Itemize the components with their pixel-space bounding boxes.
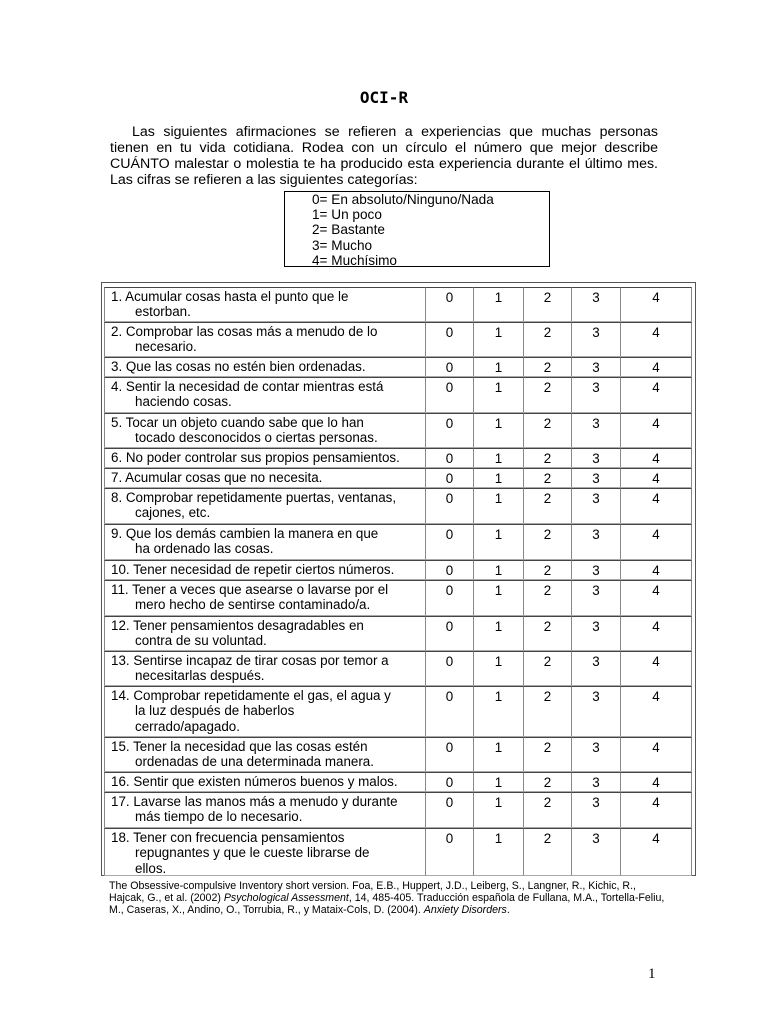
scale-option-1[interactable]: 1 (473, 580, 523, 616)
scale-option-0[interactable]: 0 (425, 377, 473, 413)
item-continuation-line: cerrado/apagado. (135, 718, 240, 734)
scale-option-4[interactable]: 4 (620, 524, 692, 560)
table-row (104, 413, 692, 448)
scale-option-2[interactable]: 2 (523, 377, 571, 413)
scale-option-3[interactable]: 3 (571, 772, 620, 792)
scale-option-0[interactable]: 0 (425, 448, 473, 468)
scale-option-0[interactable]: 0 (425, 772, 473, 792)
scale-option-0[interactable]: 0 (425, 651, 473, 686)
scale-option-2[interactable]: 2 (523, 413, 571, 448)
table-row (104, 772, 692, 792)
scale-option-0[interactable]: 0 (425, 413, 473, 448)
table-row (104, 287, 692, 322)
scale-option-3[interactable]: 3 (571, 322, 620, 357)
scale-option-1[interactable]: 1 (473, 792, 523, 828)
scale-option-1[interactable]: 1 (473, 524, 523, 560)
instructions-text: Las siguientes afirmaciones se refieren a experiencias que muchas personas tienen en tu vida cotidiana. Rodea con un círculo el número que mejor describe CUÁNTO malestar o molestia te ha producido esta experiencia durante el último mes. Las cifras se refieren a las siguientes categorías: (110, 124, 658, 188)
scale-option-2[interactable]: 2 (523, 357, 571, 377)
scale-option-4[interactable]: 4 (620, 792, 692, 828)
item-text (104, 322, 425, 357)
item-continuation-line: mero hecho de sentirse contaminado/a. (135, 597, 371, 613)
item-text (104, 580, 425, 616)
scale-option-0[interactable]: 0 (425, 580, 473, 616)
scale-option-4[interactable]: 4 (620, 357, 692, 377)
item-text (104, 488, 425, 524)
table-row (104, 828, 692, 876)
item-text (104, 686, 425, 737)
item-first-line: 5. Tocar un objeto cuando sabe que lo han (111, 415, 364, 430)
item-continuation-line: estorban. (135, 304, 191, 320)
item-continuation-line: cajones, etc. (135, 505, 211, 521)
scale-option-1[interactable]: 1 (473, 560, 523, 580)
scale-option-1[interactable]: 1 (473, 488, 523, 524)
scale-option-4[interactable]: 4 (620, 377, 692, 413)
item-first-line: 18. Tener con frecuencia pensamientos (111, 830, 345, 845)
scale-option-3[interactable]: 3 (571, 413, 620, 448)
item-continuation-line: repugnantes y que le cueste librarse de (135, 845, 370, 861)
category-1: 1= Un poco (312, 207, 382, 223)
scale-option-1[interactable]: 1 (473, 616, 523, 651)
table-row (104, 468, 692, 488)
scale-option-3[interactable]: 3 (571, 580, 620, 616)
scale-option-4[interactable]: 4 (620, 448, 692, 468)
scale-option-0[interactable]: 0 (425, 828, 473, 876)
scale-option-3[interactable]: 3 (571, 560, 620, 580)
scale-option-3[interactable]: 3 (571, 377, 620, 413)
category-4: 4= Muchísimo (312, 252, 397, 268)
item-continuation-line: ordenadas de una determinada manera. (135, 754, 374, 770)
scale-option-3[interactable]: 3 (571, 828, 620, 876)
item-text (104, 287, 425, 322)
item-first-line: 8. Comprobar repetidamente puertas, ventanas, (111, 490, 397, 505)
item-continuation-line: necesario. (135, 339, 197, 355)
item-text (104, 772, 425, 792)
scale-option-2[interactable]: 2 (523, 287, 571, 322)
scale-option-4[interactable]: 4 (620, 560, 692, 580)
scale-option-1[interactable]: 1 (473, 322, 523, 357)
category-2: 2= Bastante (312, 222, 385, 238)
scale-option-4[interactable]: 4 (620, 413, 692, 448)
item-text (104, 828, 425, 876)
table-row (104, 448, 692, 468)
scale-option-1[interactable]: 1 (473, 772, 523, 792)
scale-option-2[interactable]: 2 (523, 488, 571, 524)
scale-option-0[interactable]: 0 (425, 560, 473, 580)
item-continuation-line: tocado desconocidos o ciertas personas. (135, 430, 378, 446)
scale-option-4[interactable]: 4 (620, 322, 692, 357)
scale-option-0[interactable]: 0 (425, 524, 473, 560)
scale-option-0[interactable]: 0 (425, 737, 473, 772)
item-first-line: 17. Lavarse las manos más a menudo y durante (111, 794, 398, 809)
category-3: 3= Mucho (312, 237, 373, 253)
scale-option-0[interactable]: 0 (425, 322, 473, 357)
item-first-line: 3. Que las cosas no estén bien ordenadas. (111, 359, 366, 374)
scale-option-2[interactable]: 2 (523, 468, 571, 488)
scale-option-2[interactable]: 2 (523, 828, 571, 876)
scale-option-1[interactable]: 1 (473, 413, 523, 448)
item-text (104, 524, 425, 560)
scale-option-2[interactable]: 2 (523, 524, 571, 560)
table-row (104, 686, 692, 737)
scale-option-1[interactable]: 1 (473, 686, 523, 737)
scale-option-2[interactable]: 2 (523, 792, 571, 828)
scale-option-0[interactable]: 0 (425, 287, 473, 322)
item-continuation-line: contra de su voluntad. (135, 633, 267, 649)
item-first-line: 10. Tener necesidad de repetir ciertos números. (111, 562, 395, 577)
item-continuation-line: haciendo cosas. (135, 394, 232, 410)
scale-option-3[interactable]: 3 (571, 651, 620, 686)
item-text (104, 468, 425, 488)
table-row (104, 488, 692, 524)
scale-option-3[interactable]: 3 (571, 686, 620, 737)
scale-option-1[interactable]: 1 (473, 357, 523, 377)
scale-option-0[interactable]: 0 (425, 616, 473, 651)
scale-option-2[interactable]: 2 (523, 322, 571, 357)
scale-option-1[interactable]: 1 (473, 651, 523, 686)
scale-option-3[interactable]: 3 (571, 792, 620, 828)
scale-option-1[interactable]: 1 (473, 287, 523, 322)
scale-option-2[interactable]: 2 (523, 737, 571, 772)
scale-option-3[interactable]: 3 (571, 448, 620, 468)
citation-footnote: The Obsessive-compulsive Inventory short version. Foa, E.B., Huppert, J.D., Leiberg, S., Langner, R., Kichic, R., Hajcak, G., et al. (2002) Psychological Assessment, 14, 485-405. Traducción española de Fullana, M.A., Tortella-Feliu, M., Caseras, X., Andino, O., Torrubia, R., y Mataix-Cols, D. (2004). Anxiety Disorders. (109, 880, 665, 916)
scale-option-2[interactable]: 2 (523, 560, 571, 580)
scale-option-3[interactable]: 3 (571, 737, 620, 772)
scale-option-1[interactable]: 1 (473, 737, 523, 772)
item-continuation-line: más tiempo de lo necesario. (135, 809, 303, 825)
scale-option-4[interactable]: 4 (620, 616, 692, 651)
scale-option-2[interactable]: 2 (523, 580, 571, 616)
item-first-line: 13. Sentirse incapaz de tirar cosas por temor a (111, 653, 389, 668)
table-row (104, 580, 692, 616)
item-first-line: 11. Tener a veces que asearse o lavarse por el (111, 582, 389, 597)
item-text (104, 651, 425, 686)
item-first-line: 9. Que los demás cambien la manera en que (111, 526, 379, 541)
scale-option-2[interactable]: 2 (523, 616, 571, 651)
table-row (104, 322, 692, 357)
item-first-line: 7. Acumular cosas que no necesita. (111, 470, 323, 485)
scale-option-3[interactable]: 3 (571, 357, 620, 377)
scale-option-2[interactable]: 2 (523, 448, 571, 468)
scale-option-3[interactable]: 3 (571, 488, 620, 524)
scale-option-4[interactable]: 4 (620, 580, 692, 616)
scale-option-3[interactable]: 3 (571, 287, 620, 322)
instructions-paragraph (110, 124, 658, 188)
table-row (104, 792, 692, 828)
item-continuation-line: necesitarlas después. (135, 668, 265, 684)
table-row (104, 524, 692, 560)
page-number: 1 (648, 966, 656, 982)
categories-box (284, 191, 550, 267)
item-text (104, 616, 425, 651)
item-first-line: 15. Tener la necesidad que las cosas estén (111, 739, 368, 754)
item-first-line: 16. Sentir que existen números buenos y malos. (111, 774, 398, 789)
table-row (104, 651, 692, 686)
scale-option-3[interactable]: 3 (571, 468, 620, 488)
scale-option-3[interactable]: 3 (571, 616, 620, 651)
item-continuation-line: ellos. (135, 860, 167, 876)
item-first-line: 1. Acumular cosas hasta el punto que le (111, 289, 349, 304)
scale-option-4[interactable]: 4 (620, 737, 692, 772)
item-text (104, 560, 425, 580)
scale-option-0[interactable]: 0 (425, 686, 473, 737)
item-first-line: 14. Comprobar repetidamente el gas, el agua y (111, 688, 391, 703)
scale-option-1[interactable]: 1 (473, 828, 523, 876)
scale-option-4[interactable]: 4 (620, 488, 692, 524)
table-row (104, 560, 692, 580)
scale-option-3[interactable]: 3 (571, 524, 620, 560)
scale-option-4[interactable]: 4 (620, 468, 692, 488)
scale-option-1[interactable]: 1 (473, 448, 523, 468)
item-text (104, 737, 425, 772)
scale-option-2[interactable]: 2 (523, 686, 571, 737)
scale-option-0[interactable]: 0 (425, 792, 473, 828)
item-first-line: 4. Sentir la necesidad de contar mientras está (111, 379, 384, 394)
scale-option-0[interactable]: 0 (425, 488, 473, 524)
item-first-line: 6. No poder controlar sus propios pensamientos. (111, 450, 400, 465)
scale-option-1[interactable]: 1 (473, 468, 523, 488)
item-first-line: 12. Tener pensamientos desagradables en (111, 618, 364, 633)
table-row (104, 737, 692, 772)
item-text (104, 377, 425, 413)
scale-option-4[interactable]: 4 (620, 828, 692, 876)
table-row (104, 616, 692, 651)
item-text (104, 792, 425, 828)
page-title: OCI-R (359, 88, 409, 107)
table-row (104, 377, 692, 413)
scale-option-1[interactable]: 1 (473, 377, 523, 413)
category-0: 0= En absoluto/Ninguno/Nada (312, 192, 494, 207)
scale-option-4[interactable]: 4 (620, 686, 692, 737)
scale-option-0[interactable]: 0 (425, 357, 473, 377)
item-text (104, 357, 425, 377)
scale-option-0[interactable]: 0 (425, 468, 473, 488)
scale-option-2[interactable]: 2 (523, 772, 571, 792)
scale-option-2[interactable]: 2 (523, 651, 571, 686)
item-continuation-line: la luz después de haberlos (135, 703, 295, 719)
item-continuation-line: ha ordenado las cosas. (135, 541, 274, 557)
item-text (104, 448, 425, 468)
item-text (104, 413, 425, 448)
table-row (104, 357, 692, 377)
scale-option-4[interactable]: 4 (620, 651, 692, 686)
item-first-line: 2. Comprobar las cosas más a menudo de lo (111, 324, 378, 339)
scale-option-4[interactable]: 4 (620, 772, 692, 792)
scale-option-4[interactable]: 4 (620, 287, 692, 322)
